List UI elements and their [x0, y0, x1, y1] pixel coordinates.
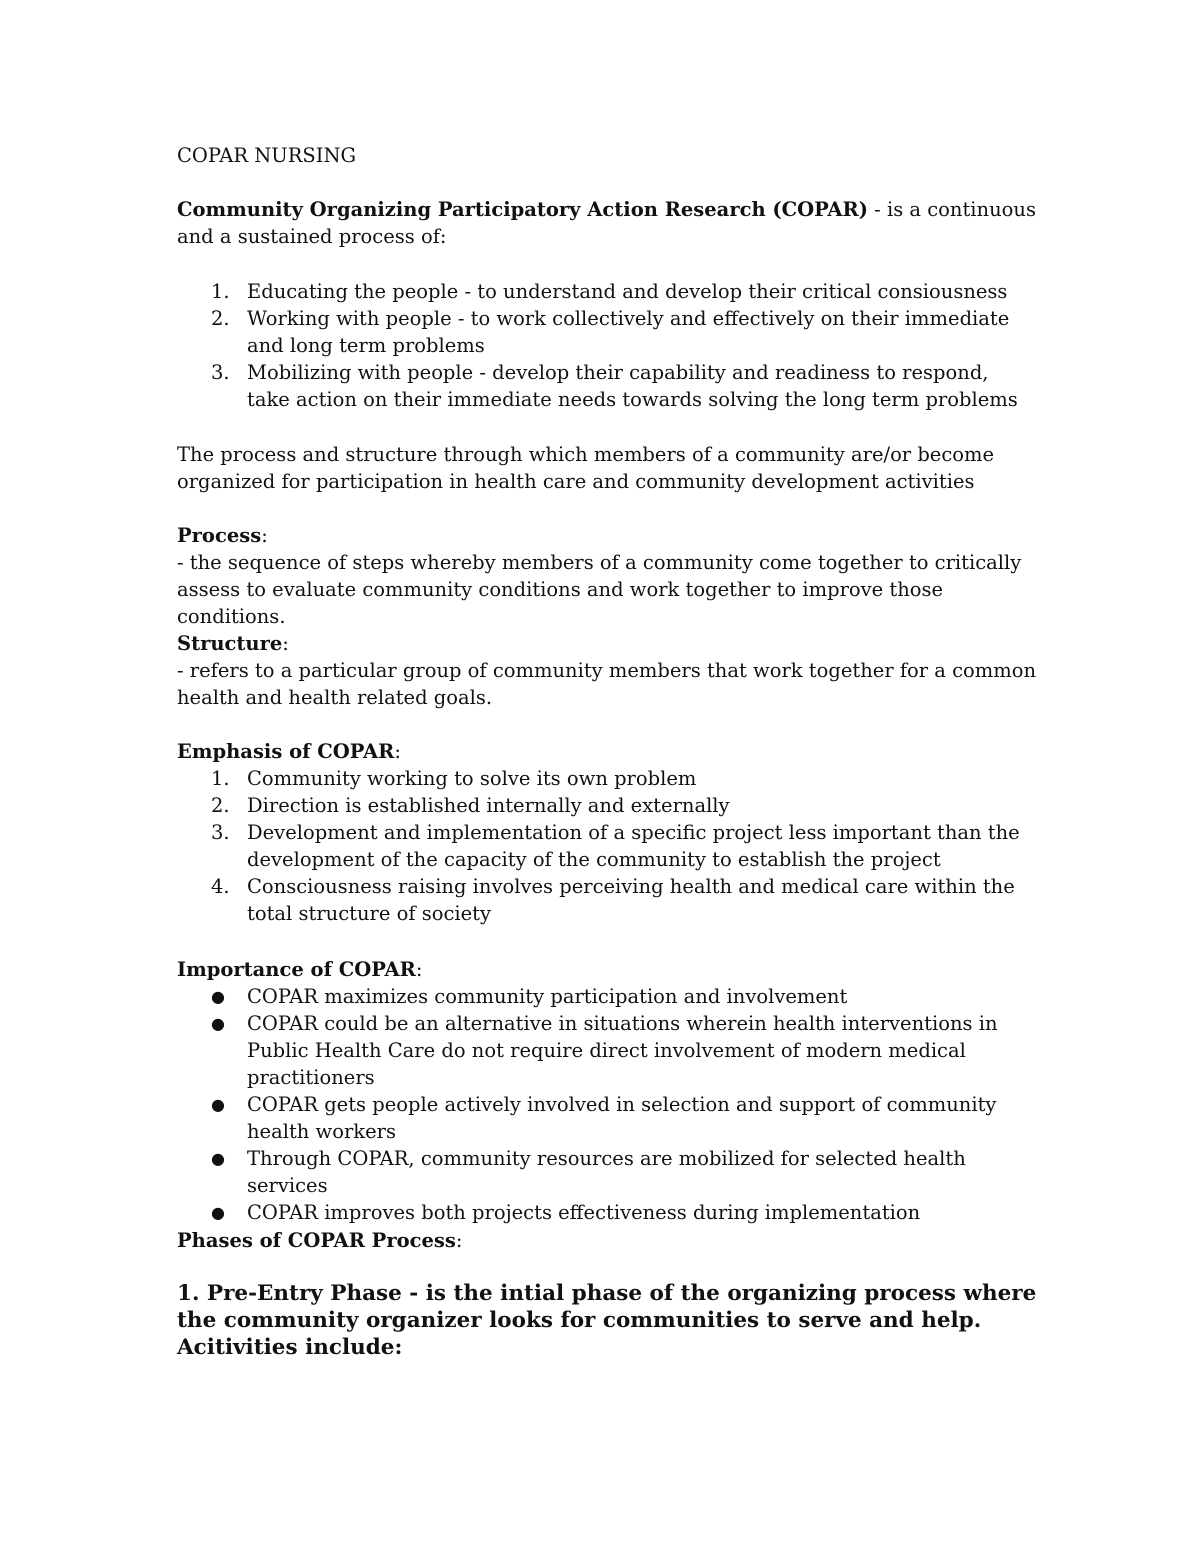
- list-item-text: Working with people - to work collectively and effectively on their immediate and long term problems: [247, 307, 1010, 357]
- emphasis-list: [177, 765, 1037, 927]
- phases-heading: Phases of COPAR Process: [177, 1229, 456, 1252]
- list-number: 2.: [211, 794, 230, 817]
- process-list: [177, 278, 1037, 413]
- bullet-icon: ●: [211, 1095, 225, 1114]
- list-item: [177, 359, 1037, 413]
- heading-colon: :: [261, 524, 268, 547]
- list-item: [177, 792, 1037, 819]
- list-item: [177, 873, 1037, 927]
- process-structure-paragraph: [177, 441, 1037, 495]
- list-item-text: Community working to solve its own problem: [247, 767, 697, 790]
- definition-text: - is a continuous and a sustained process of:: [177, 198, 1036, 248]
- process-text: - the sequence of steps whereby members of a community come together to critically assess to evaluate community conditions and work together to improve those conditions.: [177, 551, 1022, 628]
- phases-section: [177, 1227, 1037, 1254]
- list-item: [177, 765, 1037, 792]
- structure-section: [177, 630, 1037, 711]
- document-title: COPAR NURSING: [177, 144, 357, 167]
- heading-colon: :: [455, 1229, 463, 1252]
- list-item-text: Direction is established internally and externally: [247, 794, 730, 817]
- list-number: 1.: [211, 767, 230, 790]
- list-item: [177, 819, 1037, 873]
- list-item-text: Educating the people - to understand and develop their critical consiousness: [247, 280, 1008, 303]
- list-number: 4.: [211, 875, 230, 898]
- list-number: 1.: [211, 280, 230, 303]
- list-item: [177, 1091, 1037, 1145]
- list-item: [177, 983, 1037, 1010]
- process-section: [177, 522, 1037, 630]
- heading-colon: :: [282, 632, 289, 655]
- list-item-text: COPAR gets people actively involved in selection and support of community health workers: [247, 1093, 997, 1143]
- list-item-text: Consciousness raising involves perceiving health and medical care within the total structure of society: [247, 875, 1015, 925]
- list-item-text: COPAR could be an alternative in situations wherein health interventions in Public Health Care do not require direct involvement of modern medical practitioners: [247, 1012, 998, 1089]
- list-item: [177, 1199, 1037, 1226]
- process-heading: Process: [177, 524, 262, 547]
- paragraph-text: The process and structure through which members of a community are/or become organized for participation in health care and community development activities: [177, 443, 995, 493]
- list-item-text: Through COPAR, community resources are mobilized for selected health services: [247, 1147, 966, 1197]
- pre-entry-phase: [177, 1280, 1037, 1361]
- list-item-text: Mobilizing with people - develop their capability and readiness to respond, take action on their immediate needs towards solving the long term problems: [247, 361, 1018, 411]
- bullet-icon: ●: [211, 1014, 225, 1033]
- bullet-icon: ●: [211, 1203, 225, 1222]
- phase-label: 1. Pre-Entry Phase: [177, 1281, 402, 1306]
- list-item: [177, 1145, 1037, 1199]
- list-item-text: COPAR improves both projects effectiveness during implementation: [247, 1201, 921, 1224]
- structure-heading: Structure: [177, 632, 283, 655]
- copar-definition: [177, 196, 1037, 250]
- importance-heading: Importance of COPAR: [177, 958, 416, 981]
- definition-term: Community Organizing Participatory Action Research (COPAR): [177, 198, 868, 221]
- list-number: 3.: [211, 361, 230, 384]
- list-item: [177, 1010, 1037, 1091]
- list-item-text: COPAR maximizes community participation and involvement: [247, 985, 848, 1008]
- bullet-icon: ●: [211, 987, 225, 1006]
- structure-text: - refers to a particular group of community members that work together for a common health and health related goals.: [177, 659, 1037, 709]
- list-item: [177, 278, 1037, 305]
- importance-section: [177, 956, 1037, 1226]
- list-item: [177, 305, 1037, 359]
- phase-description: - is the intial phase of the organizing process where the community organizer looks for communities to serve and help. Acitivities include:: [177, 1281, 1037, 1360]
- heading-colon: :: [394, 740, 401, 763]
- list-number: 3.: [211, 821, 230, 844]
- importance-list: [177, 983, 1037, 1226]
- emphasis-heading: Emphasis of COPAR: [177, 740, 395, 763]
- heading-colon: :: [415, 958, 423, 981]
- bullet-icon: ●: [211, 1149, 225, 1168]
- list-number: 2.: [211, 307, 230, 330]
- emphasis-section: [177, 738, 1037, 927]
- list-item-text: Development and implementation of a specific project less important than the development of the capacity of the community to establish the project: [247, 821, 1020, 871]
